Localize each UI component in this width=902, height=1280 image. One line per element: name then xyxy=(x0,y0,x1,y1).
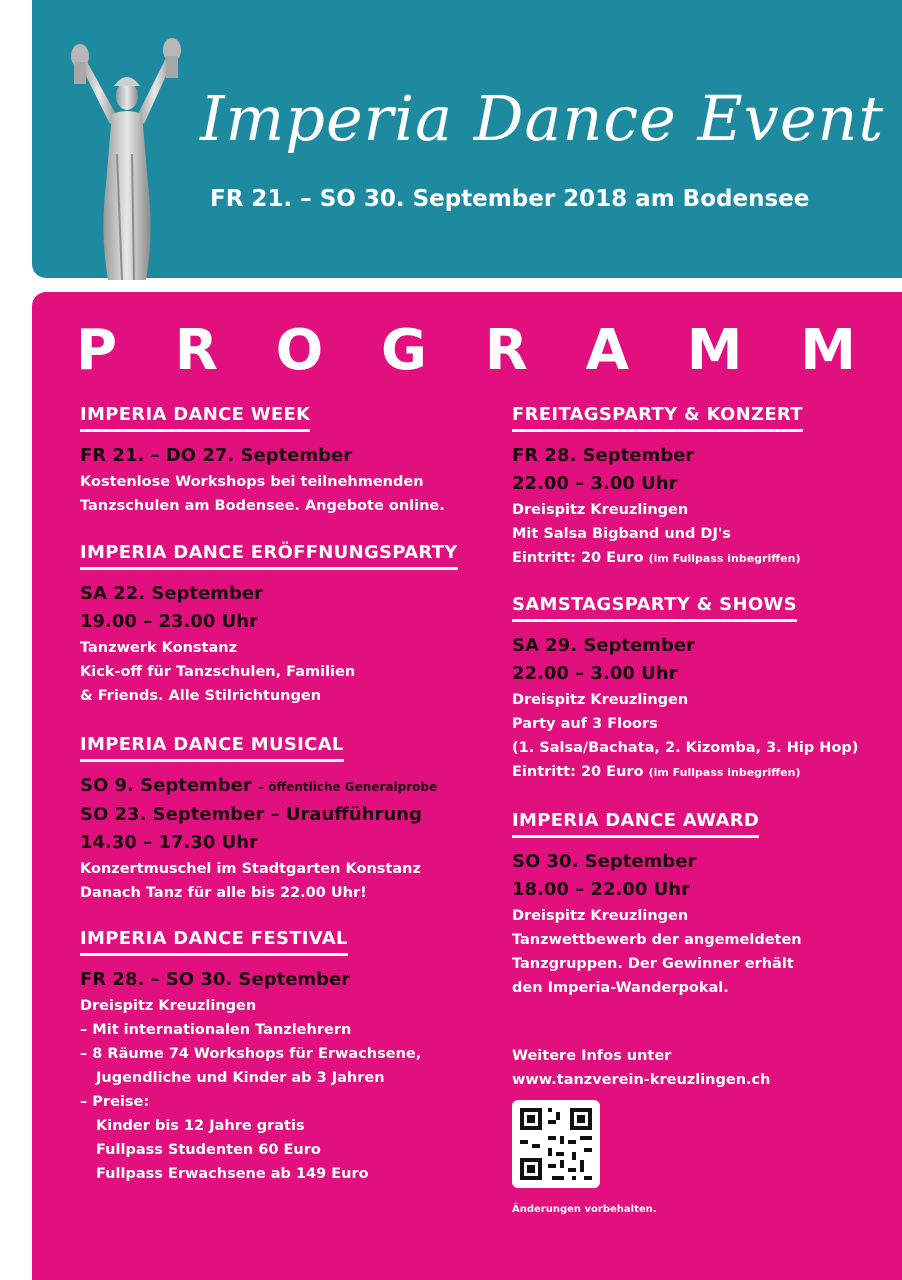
section-line: Tanzgruppen. Der Gewinner erhält xyxy=(512,956,794,972)
price-item: Kinder bis 12 Jahre gratis xyxy=(96,1118,305,1134)
musical-date-1-note: – öffentliche Generalprobe xyxy=(258,780,438,794)
event-subtitle: FR 21. – SO 30. September 2018 am Bodensee xyxy=(210,186,810,212)
section-date: SA 29. September xyxy=(512,635,695,656)
program-letter: M xyxy=(800,318,856,383)
section-title: FREITAGSPARTY & KONZERT xyxy=(512,404,803,432)
section-title: SAMSTAGSPARTY & SHOWS xyxy=(512,594,797,622)
price-item: Fullpass Erwachsene ab 149 Euro xyxy=(96,1166,369,1182)
section-line: Dreispitz Kreuzlingen xyxy=(80,998,257,1014)
section-date: FR 28. September xyxy=(512,445,695,466)
program-letter: R xyxy=(484,318,528,383)
section-line: Party auf 3 Floors xyxy=(512,716,658,732)
entry-note: (im Fullpass inbegriffen) xyxy=(648,552,801,565)
entry-price: Eintritt: 20 Euro xyxy=(512,550,644,566)
section-date: FR 21. – DO 27. September xyxy=(80,445,353,466)
section-line: Kick-off für Tanzschulen, Familien xyxy=(80,664,356,680)
musical-date-1: SO 9. September xyxy=(80,775,252,796)
section-line: – 8 Räume 74 Workshops für Erwachsene, xyxy=(80,1046,422,1062)
info-label: Weitere Infos unter xyxy=(512,1048,672,1064)
prices-label: – Preise: xyxy=(80,1094,150,1110)
program-letter: G xyxy=(381,318,427,383)
info-block xyxy=(512,1044,770,1092)
qr-code[interactable] xyxy=(512,1100,600,1188)
section-line: Tanzwettbewerb der angemeldeten xyxy=(512,932,802,948)
section-line: Dreispitz Kreuzlingen xyxy=(512,692,689,708)
section-line: (1. Salsa/Bachata, 2. Kizomba, 3. Hip Hop) xyxy=(512,740,859,756)
section-dance-week xyxy=(80,404,445,518)
program-letter: A xyxy=(585,318,629,383)
section-line: Tanzwerk Konstanz xyxy=(80,640,238,656)
section-festival xyxy=(80,928,421,1186)
program-letter: P xyxy=(76,318,118,383)
section-line: & Friends. Alle Stilrichtungen xyxy=(80,688,322,704)
section-line: – Mit internationalen Tanzlehrern xyxy=(80,1022,352,1038)
program-heading xyxy=(76,318,856,383)
section-line: Danach Tanz für alle bis 22.00 Uhr! xyxy=(80,885,367,901)
section-opening-party xyxy=(80,542,458,708)
section-line: Konzertmuschel im Stadtgarten Konstanz xyxy=(80,861,421,877)
section-line: Mit Salsa Bigband und DJ's xyxy=(512,526,731,542)
section-line: Tanzschulen am Bodensee. Angebote online. xyxy=(80,498,445,514)
section-time: 22.00 – 3.00 Uhr xyxy=(512,473,678,494)
section-date: FR 28. – SO 30. September xyxy=(80,969,351,990)
disclaimer-note: Änderungen vorbehalten. xyxy=(512,1204,657,1215)
section-title: IMPERIA DANCE ERÖFFNUNGSPARTY xyxy=(80,542,458,570)
program-letter: M xyxy=(686,318,743,383)
section-friday-party xyxy=(512,404,803,571)
section-title: IMPERIA DANCE MUSICAL xyxy=(80,734,344,762)
section-line: Dreispitz Kreuzlingen xyxy=(512,908,689,924)
section-date xyxy=(80,772,437,801)
entry-note: (im Fullpass inbegriffen) xyxy=(648,766,801,779)
entry-line xyxy=(512,760,858,785)
section-award xyxy=(512,810,802,1000)
program-letter: R xyxy=(174,318,218,383)
website-link[interactable]: www.tanzverein-kreuzlingen.ch xyxy=(512,1072,771,1088)
section-musical xyxy=(80,734,437,905)
section-saturday-party xyxy=(512,594,858,785)
section-line: Jugendliche und Kinder ab 3 Jahren xyxy=(96,1070,385,1086)
section-date: SO 23. September – Uraufführung xyxy=(80,804,422,825)
section-time: 22.00 – 3.00 Uhr xyxy=(512,663,678,684)
section-time: 14.30 – 17.30 Uhr xyxy=(80,832,258,853)
entry-price: Eintritt: 20 Euro xyxy=(512,764,644,780)
section-title: IMPERIA DANCE WEEK xyxy=(80,404,310,432)
entry-line xyxy=(512,546,803,571)
section-date: SA 22. September xyxy=(80,583,263,604)
qr-code-icon xyxy=(512,1100,600,1188)
section-line: Dreispitz Kreuzlingen xyxy=(512,502,689,518)
event-title: Imperia Dance Event xyxy=(200,82,885,155)
section-title: IMPERIA DANCE AWARD xyxy=(512,810,759,838)
section-title: IMPERIA DANCE FESTIVAL xyxy=(80,928,348,956)
section-date: SO 30. September xyxy=(512,851,697,872)
section-time: 19.00 – 23.00 Uhr xyxy=(80,611,258,632)
price-item: Fullpass Studenten 60 Euro xyxy=(96,1142,321,1158)
program-letter: O xyxy=(275,318,324,383)
section-time: 18.00 – 22.00 Uhr xyxy=(512,879,690,900)
section-line: den Imperia-Wanderpokal. xyxy=(512,980,729,996)
imperia-statue-image xyxy=(62,34,192,280)
section-line: Kostenlose Workshops bei teilnehmenden xyxy=(80,474,424,490)
